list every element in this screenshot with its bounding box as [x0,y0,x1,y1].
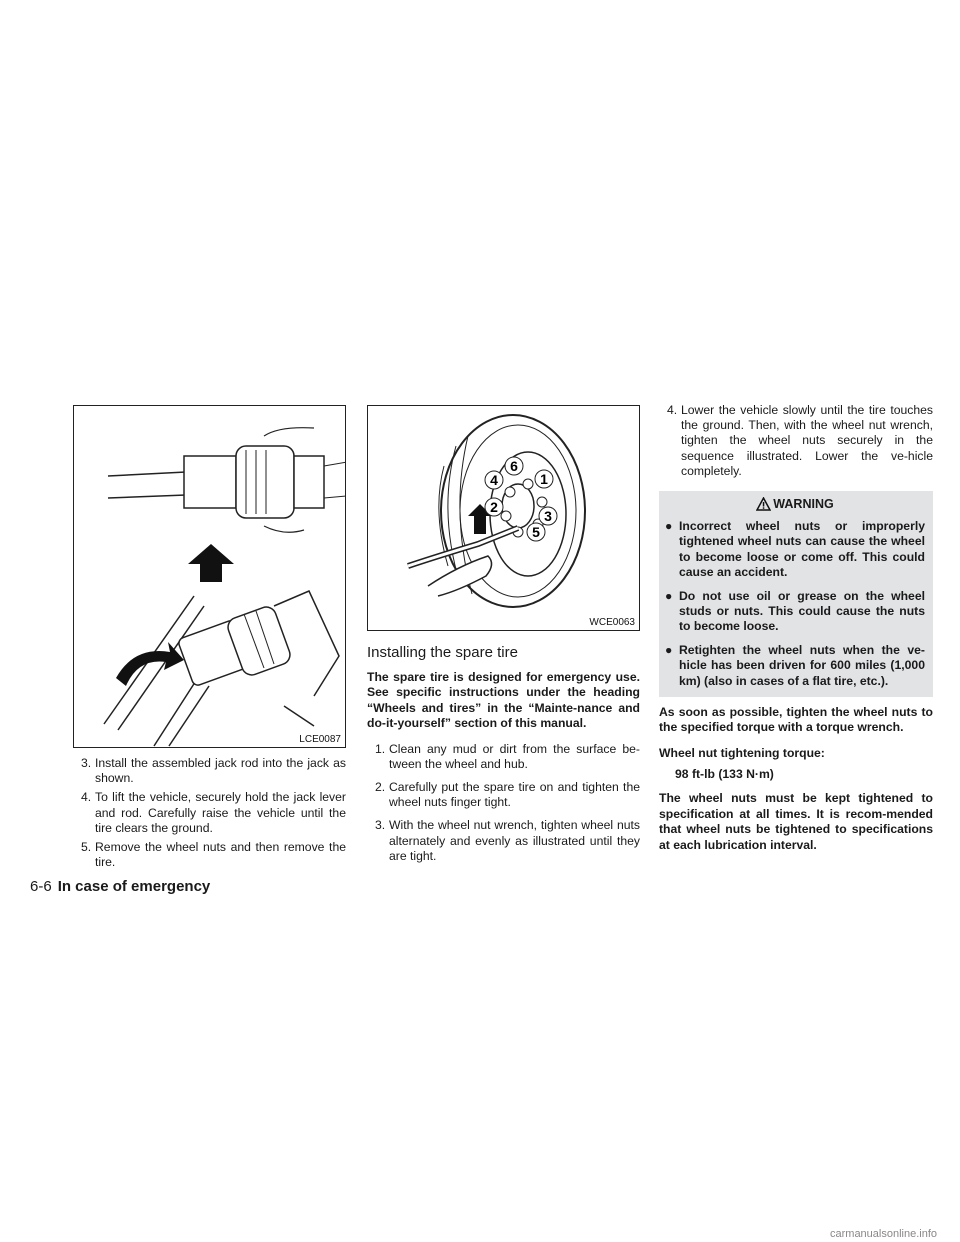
curved-arrow-icon [116,642,184,686]
nut-sequence-numbers [368,406,640,631]
nut-number-6: 6 [510,458,518,474]
nut-number-5: 5 [532,524,540,540]
warning-heading [665,497,925,511]
warning-title: WARNING [773,497,834,512]
maintenance-paragraph: The wheel nuts must be kept tightened to specification at all times. It is recom-mended that wheel nuts be tightened to specifications at each lubrication interval. [659,791,933,852]
step-5: 5. Remove the wheel nuts and then remove the tire. [81,840,346,870]
warning-triangle-icon [756,497,771,511]
torque-label: Wheel nut tightening torque: [659,745,825,760]
chapter-title: In case of emergency [57,878,211,895]
warning-item: ● Incorrect wheel nuts or improperly tightened wheel nuts can cause the wheel to become loose or come off. This could cause an accident. [665,519,925,580]
step-4: 4. To lift the vehicle, securely hold the jack lever and rod. Carefully raise the vehicle until the tire clears the ground. [81,790,346,835]
step-3: 3. Install the assembled jack rod into the jack as shown. [81,756,346,786]
figure-code: WCE0063 [589,617,635,628]
jack-steps [73,756,346,870]
intro-paragraph: The spare tire is designed for emergency use. See specific instructions under the heading “Wheels and tires” in the “Mainte-nance and do-it-yourself” section of this manual. [367,670,640,731]
step-3: 3. With the wheel nut wrench, tighten wheel nuts alternately and evenly as illustrated until they are tight. [375,818,640,863]
jack-rod-illustration [73,405,346,748]
up-arrow-icon [188,544,234,582]
column-3 [659,405,933,863]
column-1 [73,405,346,874]
jack-rod-drawing [74,406,346,748]
bullet-icon: ● [665,588,673,603]
wheel-nut-sequence-illustration [367,405,640,631]
step-2: 2. Carefully put the spare tire on and tighten the wheel nuts finger tight. [375,780,640,810]
section-heading: Installing the spare tire [367,644,518,661]
step-1: 1. Clean any mud or dirt from the surface be-tween the wheel and hub. [375,741,640,771]
warning-item: ● Retighten the wheel nuts when the ve-hicle has been driven for 600 miles (1,000 km) (also in cases of a flat tire, etc.). [665,642,925,688]
figure-code: LCE0087 [299,734,341,745]
column-2 [367,405,640,872]
page-footer [30,878,210,895]
bullet-icon: ● [665,519,673,534]
page-number: 6-6 [30,878,52,895]
warning-box [659,491,933,697]
watermark: carmanualsonline.info [830,1228,938,1240]
nut-number-3: 3 [544,508,552,524]
nut-number-2: 2 [490,499,498,515]
bullet-icon: ● [665,642,673,657]
torque-paragraph: As soon as possible, tighten the wheel nuts to the specified torque with a torque wrench. [659,705,933,735]
step-4: 4. Lower the vehicle slowly until the tire touches the ground. Then, with the wheel nut wrench, tighten the wheel nuts securely in the sequence illustrated. Lower the ve-hicle completely. [667,403,933,478]
warning-item: ● Do not use oil or grease on the wheel studs or nuts. This could cause the nuts to become loose. [665,588,925,634]
nut-number-4: 4 [490,472,498,488]
torque-value: 98 ft-lb (133 N·m) [675,767,774,782]
nut-number-1: 1 [540,471,548,487]
